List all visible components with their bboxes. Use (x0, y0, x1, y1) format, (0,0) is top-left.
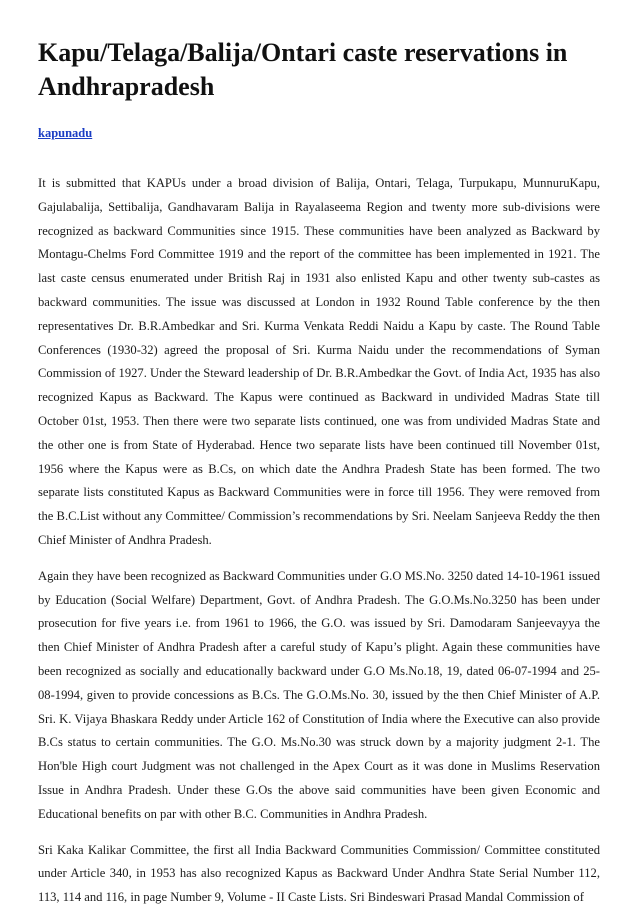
paragraph-2: Again they have been recognized as Backward Communities under G.O MS.No. 3250 dated 14-10-1961 issued by Education (Social Welfare) Department, Govt. of Andhra Pradesh. The G.O.Ms.No.3250 has been under prosecution for five years i.e. from 1961 to 1966, the G.O. was issued by Sri. Damodaram Sanjeevayya the then Chief Minister of Andhra Pradesh after a careful study of Kapu’s plight. Again these communities have been recognized as socially and educationally backward under G.O Ms.No.18, 19, dated 06-07-1994 and 25-08-1994, given to provide concessions as B.Cs. The G.O.Ms.No. 30, issued by the then Chief Minister of A.P. Sri. K. Vijaya Bhaskara Reddy under Article 162 of Constitution of India where the Executive can also provide B.Cs status to certain communities. The G.O. Ms.No.30 was struck down by a majority judgment 2-1. The Hon'ble High court Judgment was not challenged in the Apex Court as it was done in Muslims Reservation Issue in Andhra Pradesh. Under these G.Os the above said communities have been given Economic and Educational benefits on par with other B.C. Communities in Andhra Pradesh. (38, 568, 600, 821)
author-link[interactable]: kapunadu (38, 126, 93, 140)
document-body (38, 172, 600, 910)
document-page (38, 36, 600, 922)
document-title: Kapu/Telaga/Balija/Ontari caste reservations in Andhrapradesh (38, 38, 568, 101)
paragraph-3: Sri Kaka Kalikar Committee, the first all India Backward Communities Commission/ Committee constituted under Article 340, in 1953 has also recognized Kapus as Backward Under Andhra State Serial Number 112, 113, 114 and 116, in page Number 9, Volume - II Caste Lists. Sri Bindeswari Prasad Mandal Commission of (38, 842, 600, 905)
paragraph-1: It is submitted that KAPUs under a broad division of Balija, Ontari, Telaga, Turpukapu, MunnuruKapu, Gajulabalija, Settibalija, Gandhavaram Balija in Rayalaseema Region and twenty more sub-divisions were recognized as backward Communities since 1915. These communities have been analyzed as Backward by Montagu-Chelms Ford Committee 1919 and the report of the committee has been implemented in 1921. The last caste census enumerated under British Raj in 1931 also enlisted Kapu and other twenty sub-castes as backward communities. The issue was discussed at London in 1932 Round Table conference by the then representatives Dr. B.R.Ambedkar and Sri. Kurma Venkata Reddi Naidu a Kapu by caste. The Round Table Conferences (1930-32) agreed the proposal of Sri. Kurma Naidu under the recommendations of Syman Commission of 1927. Under the Steward leadership of Dr. B.R.Ambedkar the Govt. of India Act, 1935 has also recognized Kapus as Backward. The Kapus were continued as Backward in undivided Madras State till October 01st, 1953. Then there were two separate lists continued, one was from undivided Madras State and the other one is from State of Hyderabad. Hence two separate lists have been continued till November 01st, 1956 where the Kapus were as B.Cs, on which date the Andhra Pradesh State has been formed. The two separate lists constituted Kapus as Backward Communities were in force till 1956. They were removed from the B.C.List without any Committee/ Commission’s recommendations by Sri. Neelam Sanjeeva Reddy the then Chief Minister of Andhra Pradesh. (38, 176, 600, 547)
